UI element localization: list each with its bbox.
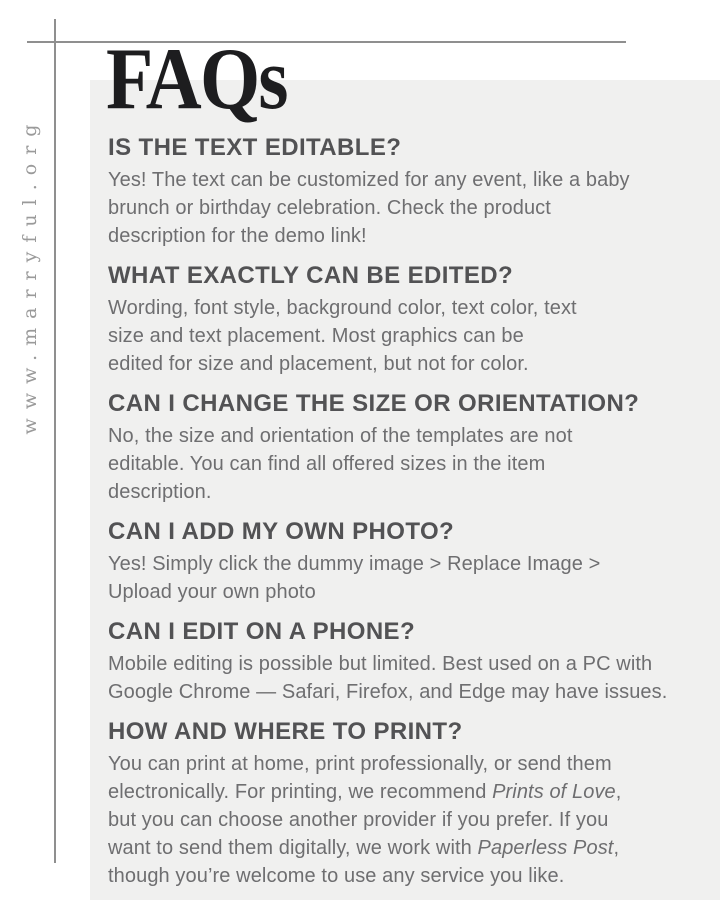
- faq-answer: [108, 550, 714, 606]
- decor-vertical-line: [54, 19, 56, 863]
- faq-answer-line: Upload your own photo: [108, 581, 316, 603]
- faq-answer-line: brunch or birthday celebration. Check the product: [108, 197, 551, 219]
- faq-question: CAN I ADD MY OWN PHOTO?: [108, 518, 455, 545]
- faq-answer-line: Yes! Simply click the dummy image > Replace Image >: [108, 553, 601, 575]
- page-title: FAQs: [106, 31, 287, 128]
- faq-answer-line: No, the size and orientation of the templates are not: [108, 425, 573, 447]
- faq-answer-line: Google Chrome — Safari, Firefox, and Edge may have issues.: [108, 681, 668, 703]
- faq-answer-line: though you’re welcome to use any service you like.: [108, 865, 565, 887]
- faq-list: [108, 134, 714, 900]
- faq-answer-line: Mobile editing is possible but limited. Best used on a PC with: [108, 653, 653, 675]
- faq-section: [108, 262, 714, 378]
- faq-answer: [108, 750, 714, 890]
- faq-question: IS THE TEXT EDITABLE?: [108, 134, 402, 161]
- site-url-vertical: www.marryful.org: [19, 115, 41, 435]
- faq-question: CAN I CHANGE THE SIZE OR ORIENTATION?: [108, 390, 640, 417]
- faq-answer-line: electronically. For printing, we recommend Prints of Love,: [108, 781, 622, 803]
- faq-answer: [108, 166, 714, 250]
- faq-answer-line: edited for size and placement, but not for color.: [108, 353, 529, 375]
- faq-answer-line: description.: [108, 481, 212, 503]
- faq-answer-line: description for the demo link!: [108, 225, 367, 247]
- faq-answer-line: You can print at home, print professionally, or send them: [108, 753, 612, 775]
- faq-question: WHAT EXACTLY CAN BE EDITED?: [108, 262, 514, 289]
- faq-section: [108, 390, 714, 506]
- faq-section: [108, 134, 714, 250]
- faq-question: CAN I EDIT ON A PHONE?: [108, 618, 416, 645]
- faq-section: [108, 718, 714, 890]
- faq-answer: [108, 294, 714, 378]
- faq-answer-line: Yes! The text can be customized for any event, like a baby: [108, 169, 630, 191]
- faq-answer: [108, 422, 714, 506]
- faq-answer: [108, 650, 714, 706]
- faq-answer-line: but you can choose another provider if you prefer. If you: [108, 809, 609, 831]
- faq-answer-line: Wording, font style, background color, text color, text: [108, 297, 577, 319]
- faq-answer-line: size and text placement. Most graphics can be: [108, 325, 524, 347]
- faq-answer-line: want to send them digitally, we work with Paperless Post,: [108, 837, 620, 859]
- faq-question: HOW AND WHERE TO PRINT?: [108, 718, 463, 745]
- faq-section: [108, 518, 714, 606]
- faq-answer-line: editable. You can find all offered sizes in the item: [108, 453, 546, 475]
- faq-section: [108, 618, 714, 706]
